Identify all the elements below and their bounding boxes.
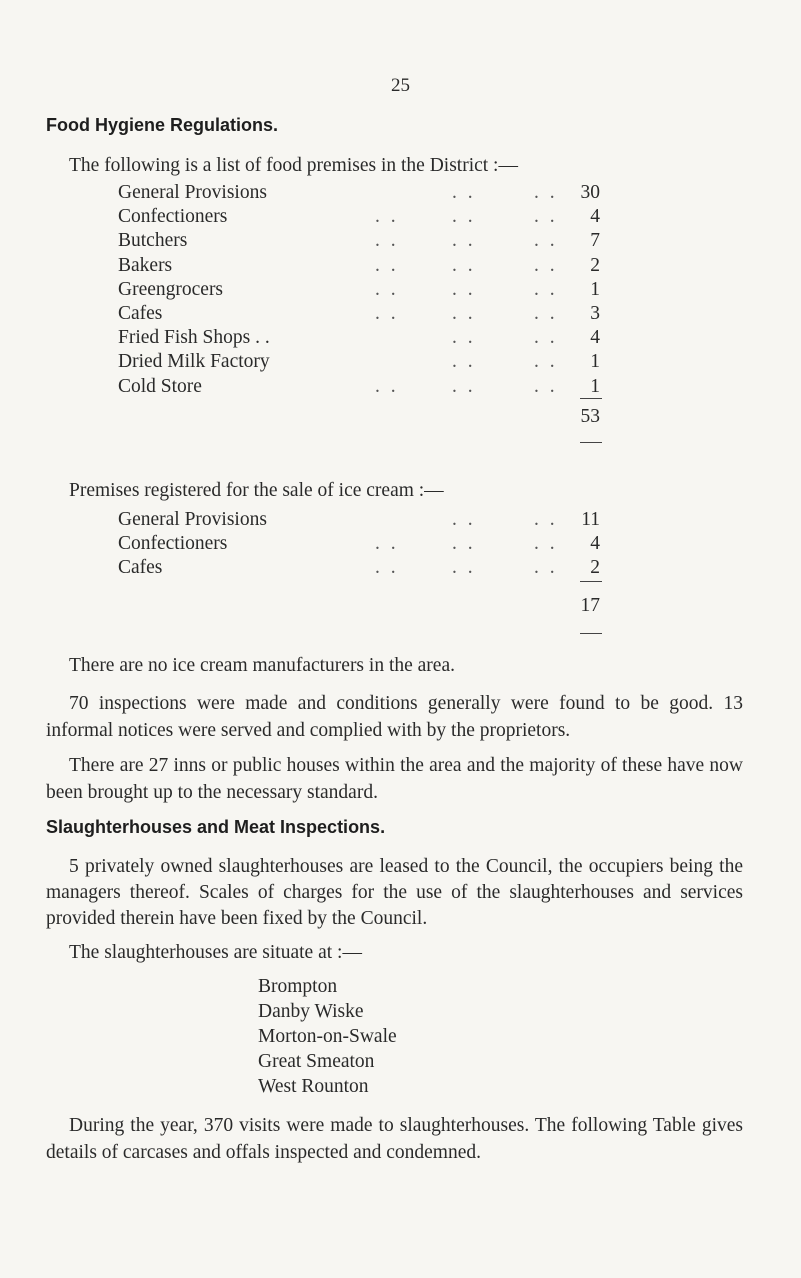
- dot-leader: . .: [534, 182, 558, 203]
- dot-leader: . .: [452, 206, 476, 228]
- situate-intro: The slaughterhouses are situate at :—: [69, 942, 362, 963]
- dot-leader: . .: [534, 509, 558, 530]
- slaughterhouses-paragraph: 5 privately owned slaughterhouses are leased to the Council, the occupiers being the managers thereof. Scales of charges for the use of the slaughterhouses and services provided therein have been fixed by the Council.: [46, 856, 743, 929]
- dot-leader: . .: [452, 278, 476, 300]
- visits-paragraph: During the year, 370 visits were made to slaughterhouses. The following Table gives details of carcases and offals inspected and condemned.: [46, 1115, 743, 1163]
- dot-leader: . .: [452, 327, 476, 349]
- dot-leader: . .: [375, 206, 399, 228]
- inspections-paragraph: 70 inspections were made and conditions generally were found to be good. 13 informal notices were served and complied with by the proprietors.: [46, 693, 743, 741]
- dot-leader: . .: [452, 557, 476, 578]
- list-row: [118, 327, 608, 351]
- row-count: 2: [590, 557, 600, 578]
- total-rule-top: [580, 398, 602, 399]
- location-item: Danby Wiske: [258, 1001, 364, 1022]
- inns-paragraph: There are 27 inns or public houses within the area and the majority of these have now been brought up to the necessary standard.: [46, 755, 743, 803]
- ice-cream-intro: Premises registered for the sale of ice cream :—: [69, 480, 444, 501]
- dot-leader: . .: [452, 254, 476, 276]
- location-item: Brompton: [258, 976, 338, 997]
- dot-leader: . .: [534, 351, 558, 373]
- row-count: 11: [581, 509, 600, 530]
- list-row: [118, 206, 608, 230]
- list-row: [118, 509, 608, 533]
- dot-leader: . .: [534, 230, 558, 252]
- dot-leader: . .: [534, 254, 558, 276]
- page-number: 25: [391, 75, 410, 96]
- dot-leader: . .: [375, 375, 399, 397]
- row-label: Bakers: [118, 254, 173, 276]
- dot-leader: . .: [452, 303, 476, 324]
- list-row: [118, 533, 608, 557]
- row-count: 1: [590, 278, 600, 300]
- row-label: Cafes: [118, 303, 163, 324]
- dot-leader: . .: [452, 533, 476, 554]
- dot-leader: . .: [534, 303, 558, 324]
- no-manufacturers-text: There are no ice cream manufacturers in the area.: [69, 655, 455, 676]
- dot-leader: . .: [375, 303, 399, 324]
- row-label: Greengrocers: [118, 278, 224, 300]
- row-count: 2: [590, 254, 600, 276]
- food-premises-intro: The following is a list of food premises in the District :—: [69, 155, 518, 176]
- dot-leader: . .: [375, 557, 399, 578]
- row-count: 7: [590, 230, 600, 252]
- list-row: [118, 182, 608, 206]
- premises-total: 53: [580, 406, 600, 427]
- row-count: 3: [590, 303, 600, 324]
- row-label: Butchers: [118, 230, 188, 252]
- dot-leader: . .: [534, 375, 558, 397]
- list-row: [118, 279, 608, 303]
- dot-leader: . .: [452, 351, 476, 373]
- row-label: General Provisions: [118, 182, 267, 203]
- dot-leader: . .: [375, 230, 399, 252]
- dot-leader: . .: [452, 182, 476, 203]
- row-label: Cold Store: [118, 375, 202, 397]
- ice-cream-total: 17: [580, 595, 600, 616]
- location-item: West Rounton: [258, 1076, 369, 1097]
- dot-leader: . .: [534, 533, 558, 554]
- row-count: 4: [590, 533, 600, 554]
- row-count: 1: [590, 375, 600, 397]
- dot-leader: . .: [534, 557, 558, 578]
- dot-leader: . .: [375, 278, 399, 300]
- dot-leader: . .: [534, 278, 558, 300]
- total-rule-bottom: [580, 442, 602, 443]
- row-label: Dried Milk Factory: [118, 351, 270, 373]
- ice-total-rule-top: [580, 581, 602, 582]
- list-row: [118, 255, 608, 279]
- row-count: 1: [590, 351, 600, 373]
- row-label: Cafes: [118, 557, 163, 578]
- location-item: Great Smeaton: [258, 1051, 375, 1072]
- list-row: [118, 303, 608, 327]
- list-row: [118, 230, 608, 254]
- row-label: General Provisions: [118, 509, 267, 530]
- list-row: [118, 376, 608, 400]
- dot-leader: . .: [375, 533, 399, 554]
- row-label: Confectioners: [118, 533, 228, 554]
- dot-leader: . .: [452, 375, 476, 397]
- slaughterhouses-heading: Slaughterhouses and Meat Inspections.: [46, 817, 386, 837]
- list-row: [118, 351, 608, 375]
- row-count: 4: [590, 206, 600, 228]
- dot-leader: . .: [375, 254, 399, 276]
- list-row: [118, 557, 608, 581]
- dot-leader: . .: [534, 206, 558, 228]
- dot-leader: . .: [452, 230, 476, 252]
- row-label: Fried Fish Shops . .: [118, 327, 270, 349]
- dot-leader: . .: [534, 327, 558, 349]
- row-label: Confectioners: [118, 206, 228, 228]
- location-item: Morton-on-Swale: [258, 1026, 397, 1047]
- dot-leader: . .: [452, 509, 476, 530]
- row-count: 30: [580, 182, 600, 203]
- ice-total-rule-bottom: [580, 633, 602, 634]
- food-hygiene-heading: Food Hygiene Regulations.: [46, 115, 279, 135]
- row-count: 4: [590, 327, 600, 349]
